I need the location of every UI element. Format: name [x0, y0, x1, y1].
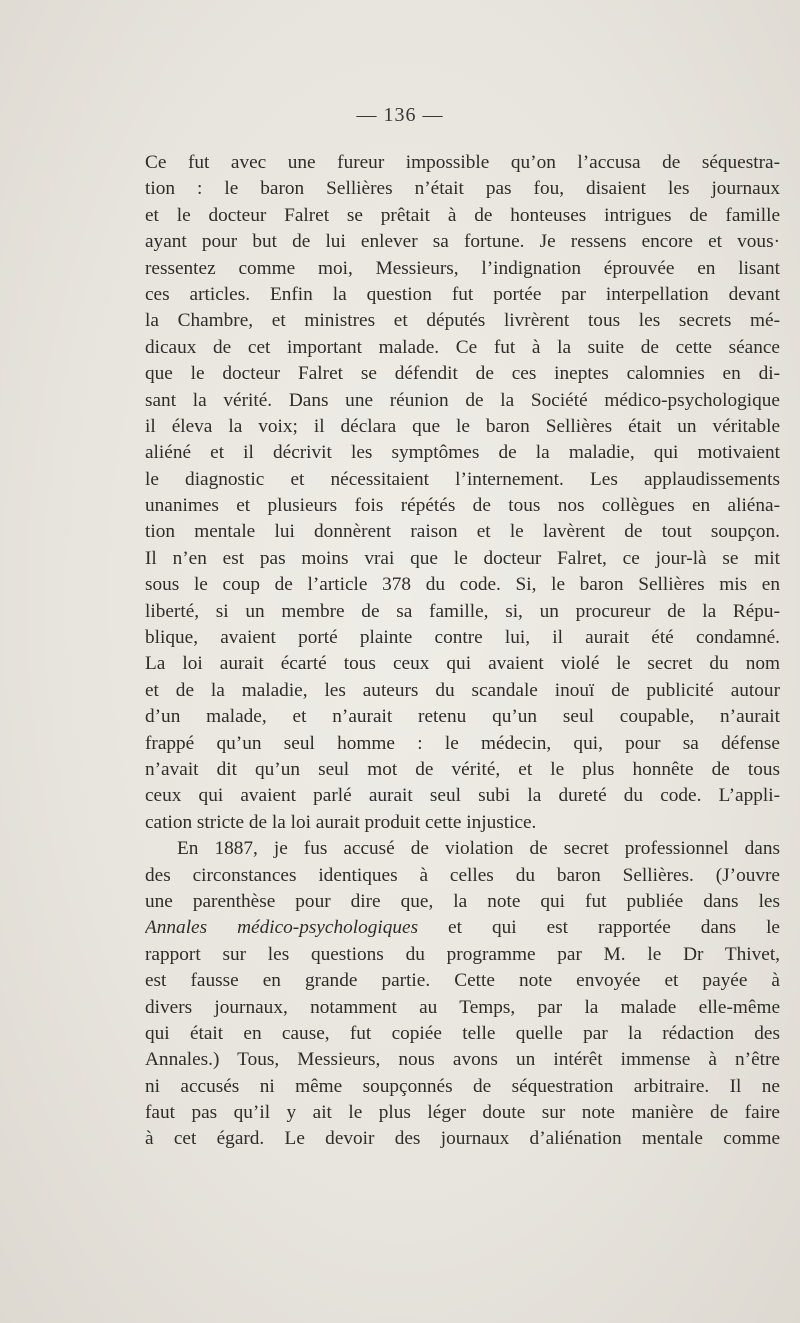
text-line: que le docteur Falret se défendit de ces ineptes calomnies en di-: [145, 363, 780, 385]
text-line: blique, avaient porté plainte contre lui, il aurait été condamné.: [145, 627, 780, 649]
text-line: qui était en cause, fut copiée telle quelle par la rédaction des: [145, 1022, 780, 1044]
page-number: — 136 —: [356, 104, 444, 126]
text-line: divers journaux, notamment au Temps, par la malade elle-même: [145, 996, 780, 1018]
text-line: aliéné et il décrivit les symptômes de la maladie, qui motivaient: [145, 442, 780, 464]
text-line: Annales.) Tous, Messieurs, nous avons un intérêt immense à n’être: [145, 1049, 780, 1071]
text-line: il éleva la voix; il déclara que le baron Sellières était un véritable: [145, 415, 780, 437]
body-text: [145, 150, 780, 1153]
text-line: ressentez comme moi, Messieurs, l’indignation éprouvée en lisant: [145, 257, 780, 279]
text-line: faut pas qu’il y ait le plus léger doute sur note manière de faire: [145, 1102, 780, 1124]
text-line: ces articles. Enfin la question fut portée par interpellation devant: [145, 283, 780, 305]
text-line: rapport sur les questions du programme par M. le Dr Thivet,: [145, 943, 780, 965]
text-line: liberté, si un membre de sa famille, si, un procureur de la Répu-: [145, 600, 780, 622]
text-line: n’avait dit qu’un seul mot de vérité, et le plus honnête de tous: [145, 758, 780, 780]
text-line: La loi aurait écarté tous ceux qui avaient violé le secret du nom: [145, 653, 780, 675]
text-line: frappé qu’un seul homme : le médecin, qui, pour sa défense: [145, 732, 780, 754]
text-line: ni accusés ni même soupçonnés de séquestration arbitraire. Il ne: [145, 1075, 780, 1097]
text-line: sous le coup de l’article 378 du code. Si, le baron Sellières mis en: [145, 574, 780, 596]
text-line: Ce fut avec une fureur impossible qu’on l’accusa de séquestra-: [145, 152, 780, 173]
text-line: Il n’en est pas moins vrai que le docteur Falret, ce jour-là se mit: [145, 547, 780, 569]
journal-title-italic: Annales médico-psychologiques: [145, 917, 419, 939]
text-line: cation stricte de la loi aurait produit cette injustice.: [145, 811, 537, 833]
text-line: et le docteur Falret se prêtait à de honteuses intrigues de famille: [145, 204, 780, 226]
text-line: sant la vérité. Dans une réunion de la Société médico-psychologique: [145, 389, 780, 411]
text-line: d’un malade, et n’aurait retenu qu’un seul coupable, n’aurait: [145, 706, 780, 728]
text-line: tion : le baron Sellières n’était pas fou, disaient les journaux: [145, 178, 780, 200]
text-line: une parenthèse pour dire que, la note qui fut publiée dans les: [145, 890, 780, 912]
text-line: ceux qui avaient parlé aurait seul subi la dureté du code. L’appli-: [145, 785, 780, 807]
text-line: dicaux de cet important malade. Ce fut à la suite de cette séance: [145, 336, 780, 358]
text-line: et de la maladie, les auteurs du scandale inouï de publicité autour: [145, 679, 780, 701]
text-line: la Chambre, et ministres et députés livrèrent tous les secrets mé-: [145, 310, 780, 332]
text-line: [145, 915, 780, 941]
text-line: ayant pour but de lui enlever sa fortune. Je ressens encore et vous·: [145, 231, 780, 253]
text-line: à cet égard. Le devoir des journaux d’aliénation mentale comme: [145, 1128, 780, 1150]
text-line: est fausse en grande partie. Cette note envoyée et payée à: [145, 970, 780, 992]
text-line-rest: et qui est rapportée dans le: [418, 917, 780, 939]
text-line: En 1887, je fus accusé de violation de secret professionnel dans: [177, 838, 780, 860]
text-line: tion mentale lui donnèrent raison et le lavèrent de tout soupçon.: [145, 521, 780, 543]
text-line: le diagnostic et nécessitaient l’internement. Les applaudissements: [145, 468, 780, 490]
text-line: des circonstances identiques à celles du baron Sellières. (J’ouvre: [145, 864, 780, 886]
text-line: unanimes et plusieurs fois répétés de tous nos collègues en aliéna-: [145, 495, 780, 517]
